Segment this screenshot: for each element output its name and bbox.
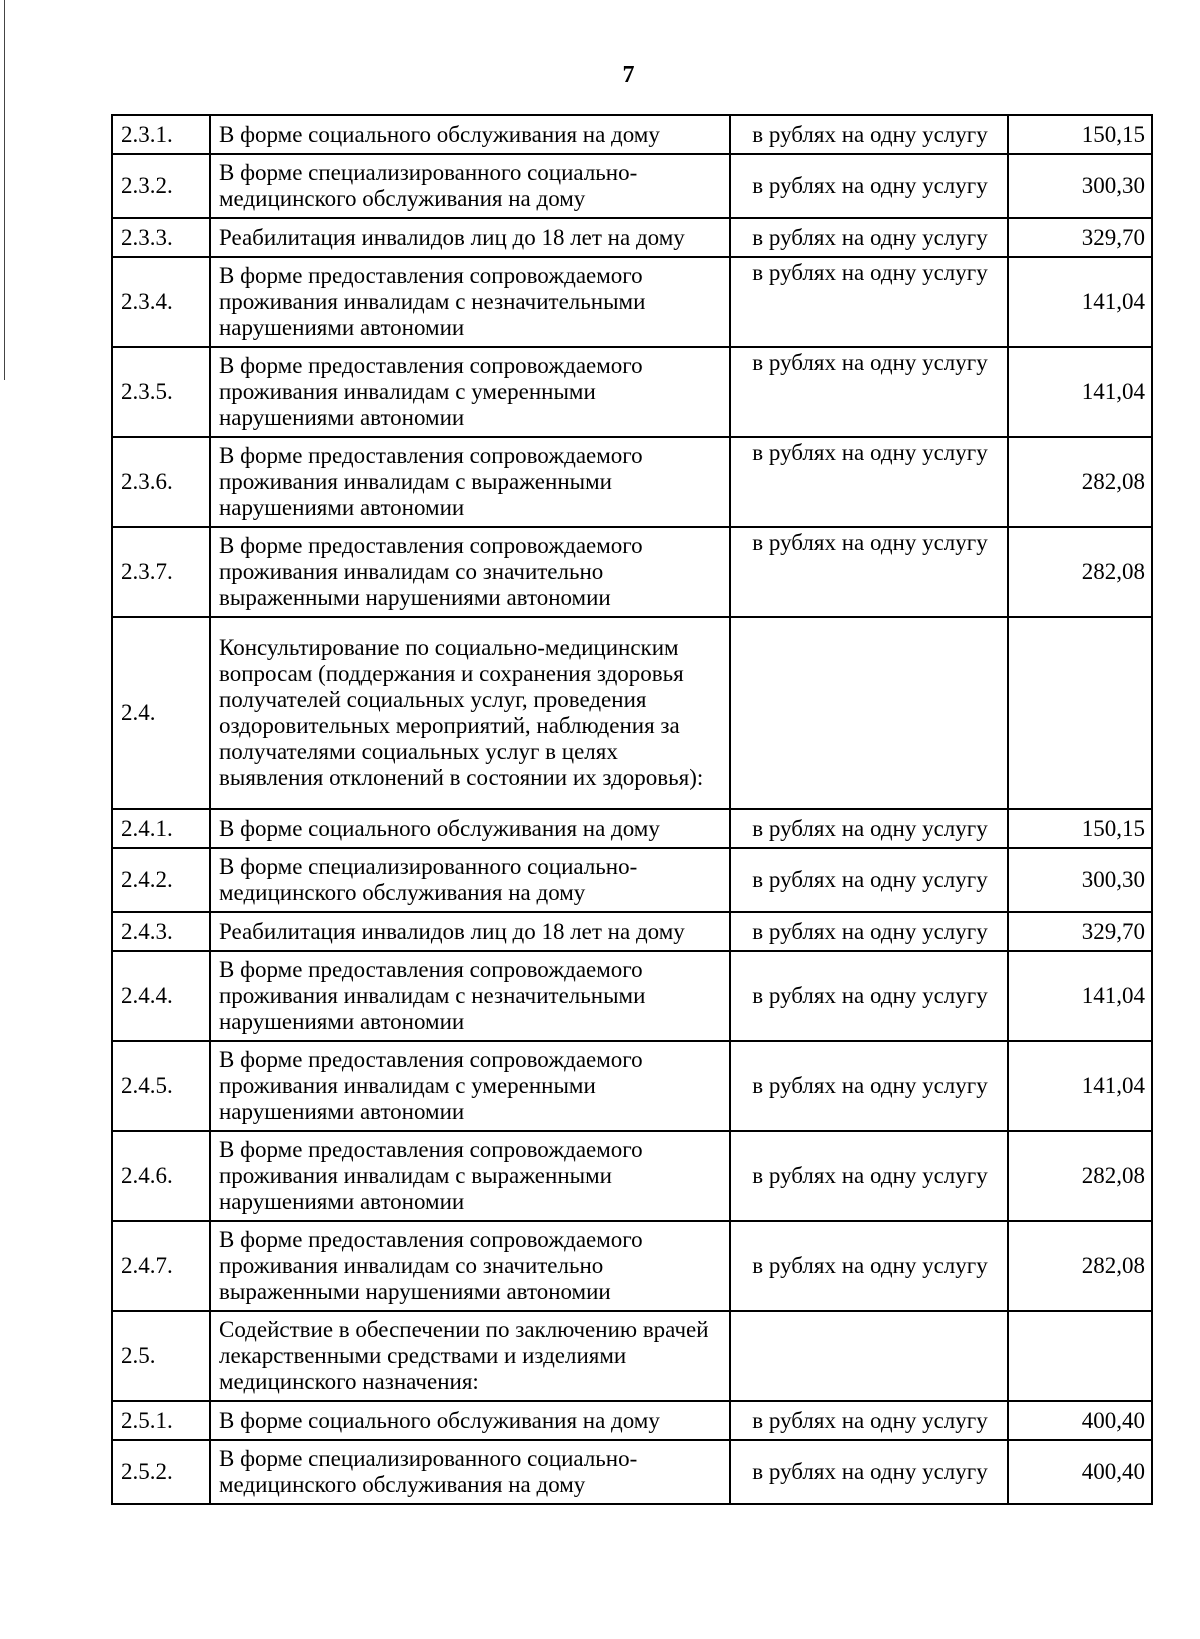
table-row <box>112 1041 1152 1131</box>
service-name-cell: В форме социального обслуживания на дому <box>210 809 730 848</box>
unit-cell: в рублях на одну услугу <box>730 347 1008 437</box>
table-row <box>112 154 1152 218</box>
service-name-cell: Консультирование по социально-медицинским вопросам (поддержания и сохранения здоровья получателей социальных услуг, проведения оздоровительных мероприятий, наблюдения за получателями социальных услуг в целях выявления отклонений в состоянии их здоровья): <box>210 617 730 809</box>
unit-cell: в рублях на одну услугу <box>730 115 1008 154</box>
service-name-cell: Реабилитация инвалидов лиц до 18 лет на дому <box>210 218 730 257</box>
row-number-cell: 2.3.5. <box>112 347 210 437</box>
unit-cell: в рублях на одну услугу <box>730 218 1008 257</box>
unit-cell: в рублях на одну услугу <box>730 809 1008 848</box>
unit-cell: в рублях на одну услугу <box>730 527 1008 617</box>
table-row <box>112 1401 1152 1440</box>
service-name-cell: В форме специализированного социально-медицинского обслуживания на дому <box>210 1440 730 1504</box>
table-row <box>112 1440 1152 1504</box>
row-number-cell: 2.5. <box>112 1311 210 1401</box>
row-number-cell: 2.3.7. <box>112 527 210 617</box>
row-number-cell: 2.4.5. <box>112 1041 210 1131</box>
row-number-cell: 2.5.2. <box>112 1440 210 1504</box>
unit-cell: в рублях на одну услугу <box>730 912 1008 951</box>
tariff-value-cell: 282,08 <box>1008 527 1152 617</box>
tariff-value-cell: 329,70 <box>1008 218 1152 257</box>
row-number-cell: 2.3.3. <box>112 218 210 257</box>
tariff-value-cell: 141,04 <box>1008 257 1152 347</box>
service-name-cell: В форме предоставления сопровождаемого проживания инвалидам с выраженными нарушениями автономии <box>210 437 730 527</box>
tariff-value-cell: 282,08 <box>1008 437 1152 527</box>
table-row <box>112 527 1152 617</box>
unit-cell <box>730 617 1008 809</box>
row-number-cell: 2.4.7. <box>112 1221 210 1311</box>
table-row <box>112 617 1152 809</box>
row-number-cell: 2.3.6. <box>112 437 210 527</box>
service-name-cell: В форме специализированного социально-медицинского обслуживания на дому <box>210 848 730 912</box>
service-name-cell: В форме предоставления сопровождаемого проживания инвалидам со значительно выраженными нарушениями автономии <box>210 527 730 617</box>
unit-cell: в рублях на одну услугу <box>730 257 1008 347</box>
unit-cell: в рублях на одну услугу <box>730 1440 1008 1504</box>
tariff-value-cell <box>1008 1311 1152 1401</box>
service-name-cell: В форме предоставления сопровождаемого проживания инвалидам с умеренными нарушениями автономии <box>210 1041 730 1131</box>
table-row <box>112 848 1152 912</box>
unit-cell: в рублях на одну услугу <box>730 154 1008 218</box>
table-row <box>112 951 1152 1041</box>
unit-cell: в рублях на одну услугу <box>730 437 1008 527</box>
service-name-cell: Содействие в обеспечении по заключению врачей лекарственными средствами и изделиями медицинского назначения: <box>210 1311 730 1401</box>
service-name-cell: В форме социального обслуживания на дому <box>210 1401 730 1440</box>
unit-cell: в рублях на одну услугу <box>730 1131 1008 1221</box>
page-number: 7 <box>622 62 635 88</box>
table-row <box>112 218 1152 257</box>
tariff-value-cell: 400,40 <box>1008 1440 1152 1504</box>
scan-edge-line <box>4 0 5 380</box>
service-name-cell: В форме социального обслуживания на дому <box>210 115 730 154</box>
row-number-cell: 2.4. <box>112 617 210 809</box>
service-name-cell: В форме предоставления сопровождаемого проживания инвалидам со значительно выраженными нарушениями автономии <box>210 1221 730 1311</box>
tariff-value-cell: 150,15 <box>1008 809 1152 848</box>
row-number-cell: 2.3.1. <box>112 115 210 154</box>
table-row <box>112 1221 1152 1311</box>
row-number-cell: 2.4.6. <box>112 1131 210 1221</box>
tariff-table <box>111 114 1153 1505</box>
unit-cell: в рублях на одну услугу <box>730 1401 1008 1440</box>
unit-cell: в рублях на одну услугу <box>730 951 1008 1041</box>
table-row <box>112 912 1152 951</box>
table-row <box>112 1131 1152 1221</box>
tariff-value-cell: 141,04 <box>1008 347 1152 437</box>
row-number-cell: 2.4.3. <box>112 912 210 951</box>
service-name-cell: Реабилитация инвалидов лиц до 18 лет на дому <box>210 912 730 951</box>
row-number-cell: 2.4.4. <box>112 951 210 1041</box>
unit-cell: в рублях на одну услугу <box>730 848 1008 912</box>
table-row <box>112 347 1152 437</box>
table-row <box>112 809 1152 848</box>
tariff-value-cell: 141,04 <box>1008 1041 1152 1131</box>
service-name-cell: В форме предоставления сопровождаемого проживания инвалидам с выраженными нарушениями автономии <box>210 1131 730 1221</box>
tariff-value-cell: 141,04 <box>1008 951 1152 1041</box>
unit-cell: в рублях на одну услугу <box>730 1221 1008 1311</box>
tariff-value-cell: 400,40 <box>1008 1401 1152 1440</box>
row-number-cell: 2.4.1. <box>112 809 210 848</box>
table-row <box>112 115 1152 154</box>
row-number-cell: 2.4.2. <box>112 848 210 912</box>
table-row <box>112 437 1152 527</box>
tariff-value-cell: 150,15 <box>1008 115 1152 154</box>
tariff-value-cell: 329,70 <box>1008 912 1152 951</box>
table-row <box>112 257 1152 347</box>
row-number-cell: 2.3.2. <box>112 154 210 218</box>
service-name-cell: В форме предоставления сопровождаемого проживания инвалидам с незначительными нарушениями автономии <box>210 257 730 347</box>
tariff-table-body <box>112 115 1152 1504</box>
tariff-value-cell: 300,30 <box>1008 154 1152 218</box>
tariff-value-cell: 282,08 <box>1008 1221 1152 1311</box>
tariff-value-cell <box>1008 617 1152 809</box>
service-name-cell: В форме специализированного социально-медицинского обслуживания на дому <box>210 154 730 218</box>
service-name-cell: В форме предоставления сопровождаемого проживания инвалидам с незначительными нарушениями автономии <box>210 951 730 1041</box>
service-name-cell: В форме предоставления сопровождаемого проживания инвалидам с умеренными нарушениями автономии <box>210 347 730 437</box>
table-row <box>112 1311 1152 1401</box>
tariff-value-cell: 282,08 <box>1008 1131 1152 1221</box>
unit-cell <box>730 1311 1008 1401</box>
row-number-cell: 2.3.4. <box>112 257 210 347</box>
tariff-value-cell: 300,30 <box>1008 848 1152 912</box>
row-number-cell: 2.5.1. <box>112 1401 210 1440</box>
unit-cell: в рублях на одну услугу <box>730 1041 1008 1131</box>
